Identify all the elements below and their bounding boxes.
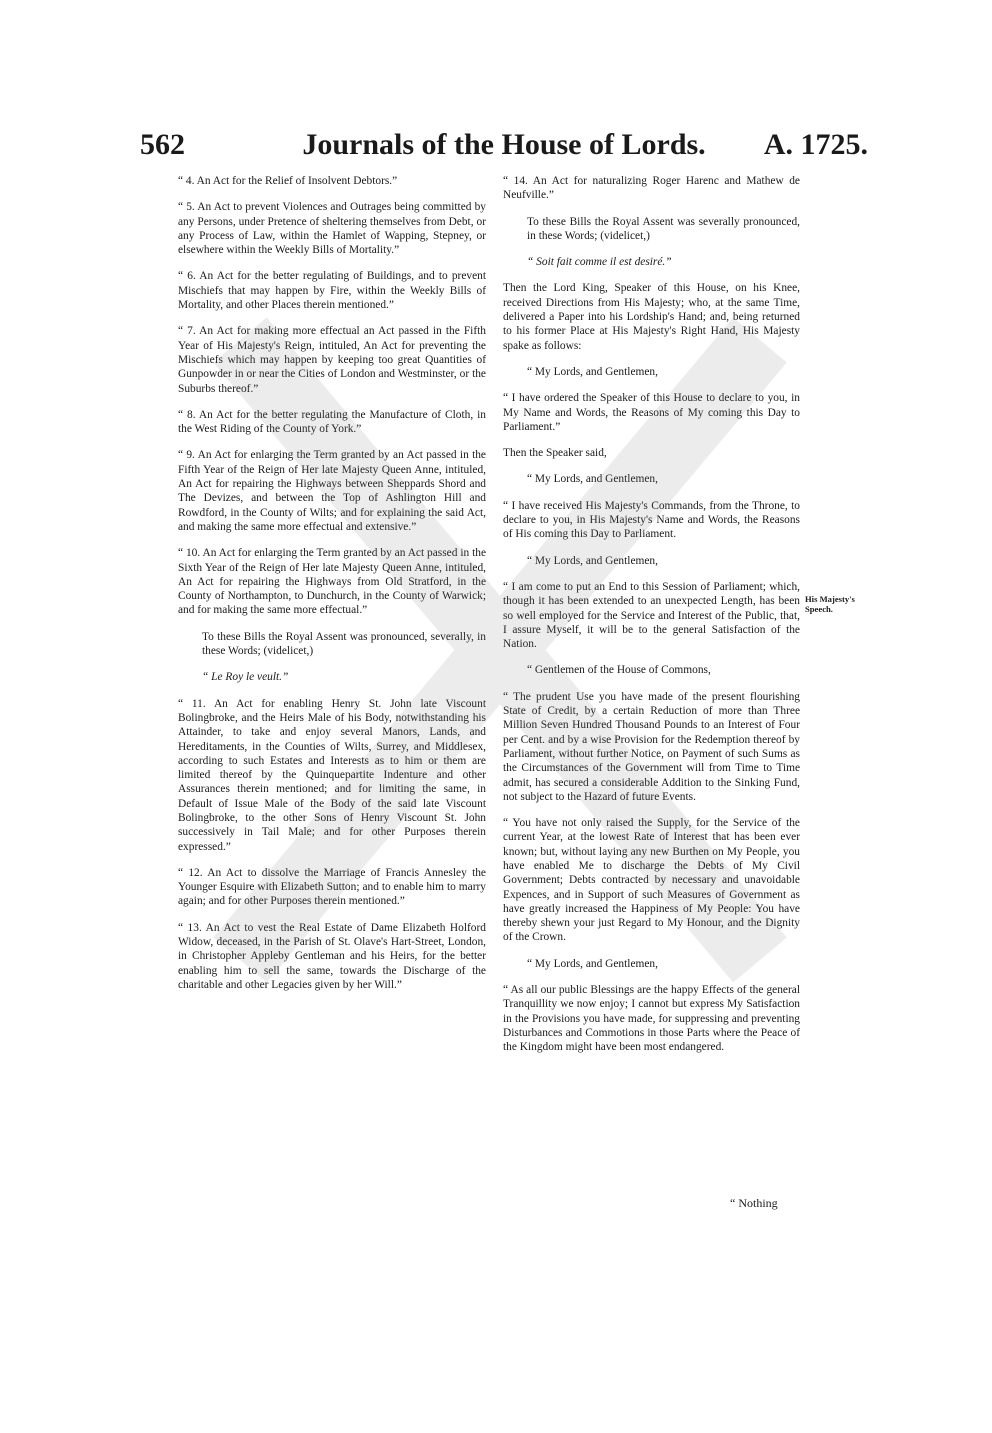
year-heading: A. 1725. (763, 128, 868, 161)
act-paragraph: “ 12. An Act to dissolve the Marriage of Francis Annesley the Younger Esquire with Elizabeth Sutton; and to enable him to marry again; and for other Purposes therein mentioned.” (178, 866, 486, 908)
address-line: “ My Lords, and Gentlemen, (527, 554, 658, 567)
act-paragraph: “ 7. An Act for making more effectual an Act passed in the Fifth Year of His Majesty's Reign, intituled, An Act for preventing the Mischiefs which may happen by keeping too great Quantities of Gunpowder in or near the Cities of London and Westminster, or the Suburbs thereof.” (178, 325, 486, 395)
running-title: Journals of the House of Lords. (302, 128, 706, 161)
left-column (178, 174, 486, 992)
act-paragraph: “ 11. An Act for enabling Henry St. John late Viscount Bolingbroke, and the Heirs Male of his Body, notwithstanding his Attainder, to take and enjoy several Manors, Lands, and Hereditaments, in the Counties of Wilts, Surrey, and Middlesex, according to such Estates and Interests as to him or them are limited thereof by the Quinquepartite Indenture and other Assurances therein mentioned; and for limiting the same, in Default of Issue Male of the Body of the said late Viscount Bolingbroke, to the other Sons of Henry Viscount St. John successively in Tail Male; and for other Purposes therein expressed.” (178, 697, 486, 853)
act-paragraph: “ 8. An Act for the better regulating the Manufacture of Cloth, in the West Riding of the County of York.” (178, 408, 486, 436)
act-paragraph: “ 14. An Act for naturalizing Roger Harenc and Mathew de Neufville.” (503, 175, 800, 202)
speech-paragraph: “ I have received His Majesty's Commands, from the Throne, to declare to you, in His Majesty's Name and Words, the Reasons of His coming this Day to Parliament. (503, 499, 800, 541)
speech-paragraph: “ As all our public Blessings are the happy Effects of the general Tranquillity we now enjoy; I cannot but express My Satisfaction in the Provisions you have made, for suppressing and preventing Disturbances and Commotions in those Parts where the Peace of the Kingdom might have been most endangered. (503, 984, 800, 1054)
address-line: “ My Lords, and Gentlemen, (527, 473, 658, 486)
act-paragraph: “ 13. An Act to vest the Real Estate of Dame Elizabeth Holford Widow, deceased, in the Parish of St. Olave's Hart-Street, London, in Christopher Appleby Gentleman and his Heirs, for the better enabling him to sell the same, towards the Discharge of the charitable and other Legacies given by her Will.” (178, 921, 486, 991)
narrative-paragraph: Then the Speaker said, (503, 447, 607, 460)
royal-assent-note: To these Bills the Royal Assent was pronounced, severally, in these Words; (videlicet,) (202, 630, 486, 658)
right-column (503, 174, 800, 1055)
address-line: “ My Lords, and Gentlemen, (527, 957, 658, 970)
catchword: “ Nothing (730, 1196, 778, 1210)
act-paragraph: “ 5. An Act to prevent Violences and Outrages being committed by any Persons, under Pretence of sheltering themselves from Debt, or any Process of Law, within the Hamlet of Wapping, Stepney, or elsewhere within the Weekly Bills of Mortality.” (178, 201, 486, 257)
act-paragraph: “ 6. An Act for the better regulating of Buildings, and to prevent Mischiefs that may happen by Fire, within the Weekly Bills of Mortality, and other Places therein mentioned.” (178, 270, 486, 312)
act-paragraph: “ 9. An Act for enlarging the Term granted by an Act passed in the Fifth Year of the Reign of Her late Majesty Queen Anne, intituled, An Act for repairing the Highways between Sheppards Shord and The Devizes, and between the Top of Ashlington Hill and Rowdford, in the County of Wilts; and for explaining the said Act, and making the same more effectual and extensive.” (178, 449, 486, 533)
page-number: 562 (140, 128, 185, 161)
act-paragraph: “ 10. An Act for enlarging the Term granted by an Act passed in the Sixth Year of the Reign of Her late Majesty Queen Anne, intituled, An Act for repairing the Highways from Old Stratford, in the County of Northampton, to Dunchurch, in the County of Warwick; and for making the same more effectual.” (178, 547, 486, 617)
address-line: “ Gentlemen of the House of Commons, (527, 664, 711, 677)
margin-note: His Majesty's Speech. (805, 594, 855, 614)
page-header (140, 128, 868, 168)
speech-paragraph: “ The prudent Use you have made of the present flourishing State of Credit, by a certain Reduction of more than Three Million Seven Hundred Thousand Pounds to an Interest of Four per Cent. and by a wise Provision for the Redemption thereof by Parliament, without further Notice, on Payment of such Sums as the Circumstances of the Government will from Time to Time admit, has secured a considerable Addition to the Sinking Fund, not subject to the Hazard of future Events. (503, 690, 800, 803)
speech-paragraph: “ I am come to put an End to this Session of Parliament; which, though it has been extended to an unexpected Length, has been so well employed for the Service and Interest of the Public, that, I assure Myself, it will be to the general Satisfaction of the Nation. (503, 580, 800, 651)
address-line: “ My Lords, and Gentlemen, (527, 365, 658, 378)
narrative-paragraph: Then the Lord King, Speaker of this House, on his Knee, received Directions from His Majesty; who, at the same Time, delivered a Paper into his Lordship's Hand; and, being returned to his former Place at His Majesty's Right Hand, His Majesty spake as follows: (503, 282, 800, 352)
royal-assent-note: To these Bills the Royal Assent was severally pronounced, in these Words; (videlicet,) (527, 215, 800, 242)
royal-assent-formula: “ Soit fait comme il est desiré.” (527, 256, 672, 269)
act-paragraph: “ 4. An Act for the Relief of Insolvent Debtors.” (178, 175, 398, 187)
speech-paragraph: “ I have ordered the Speaker of this House to declare to you, in My Name and Words, the Reasons of My coming this Day to Parliament.” (503, 392, 800, 433)
royal-assent-formula: “ Le Roy le veult.” (202, 671, 289, 684)
speech-paragraph: “ You have not only raised the Supply, for the Service of the current Year, at the lowest Rate of Interest that has been ever known; but, without laying any new Burthen on My People, you have enabled Me to discharge the Debts of My Civil Government; Debts contracted by necessary and unavoidable Expences, and in Support of such Measures of Government as have greatly increased the Happiness of My People: You have thereby shewn your just Regard to My Honour, and the Dignity of the Crown. (503, 817, 800, 944)
